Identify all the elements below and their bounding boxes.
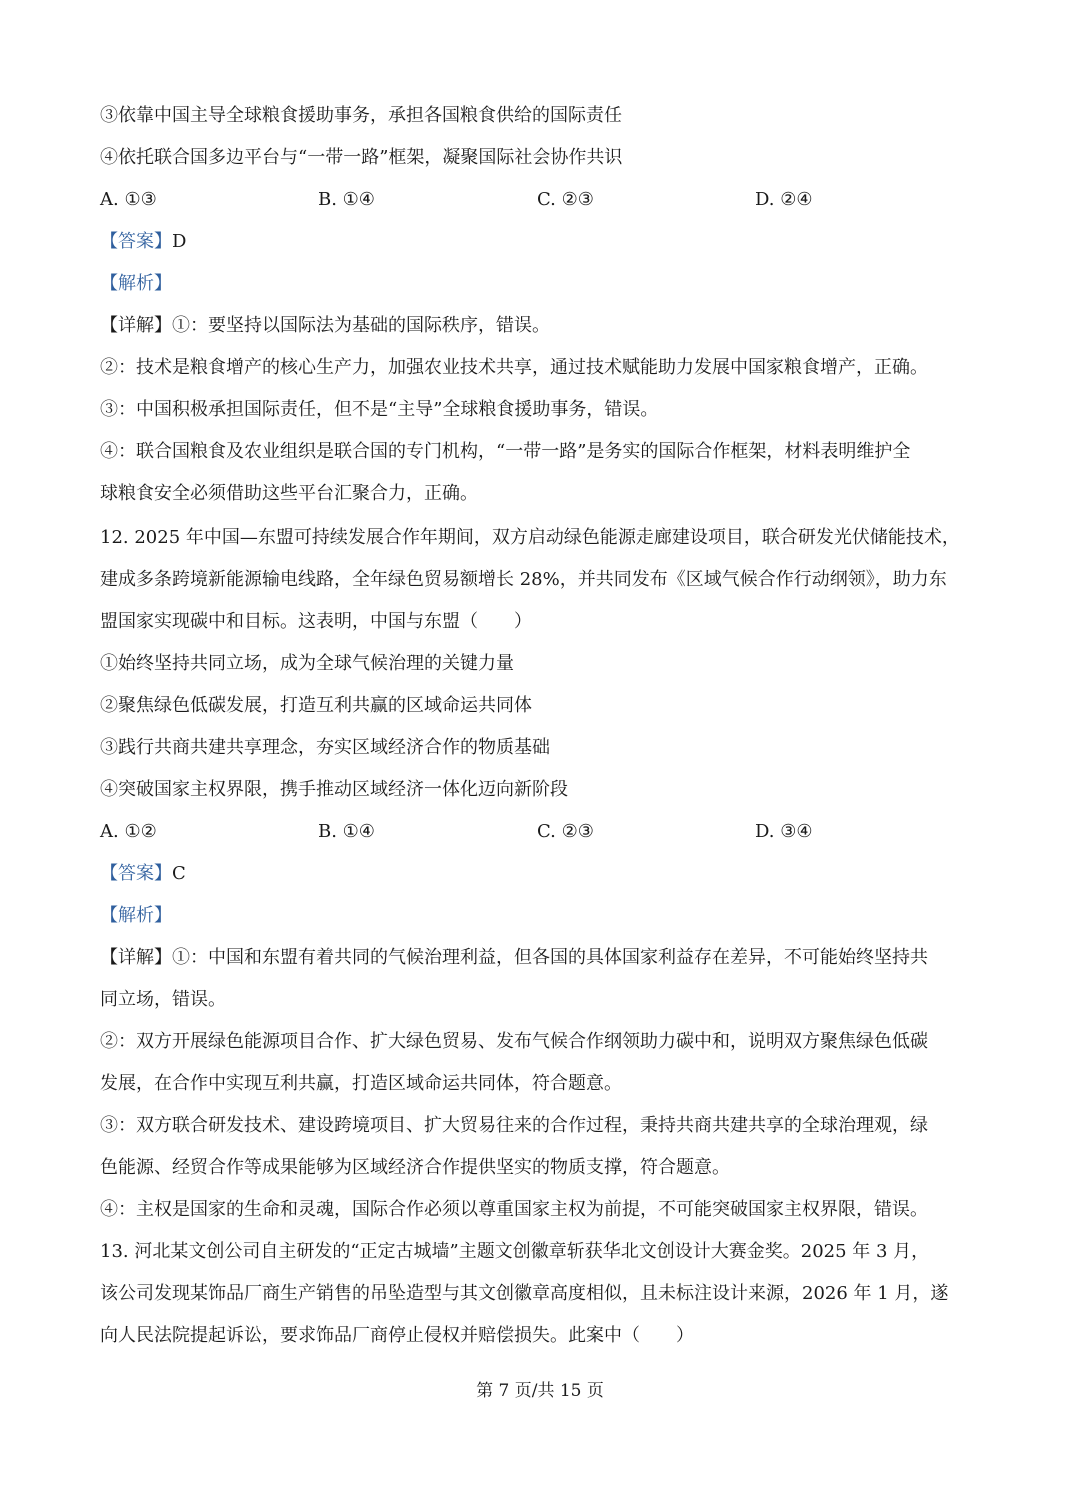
detail-tag: 【详解】: [100, 315, 172, 336]
detail-tag: 【详解】: [100, 947, 172, 968]
q12-detail-2-cont: 发展，在合作中实现互利共赢，打造区域命运共同体，符合题意。: [100, 1073, 622, 1094]
q11-detail-4-cont: 球粮食安全必须借助这些平台汇聚合力，正确。: [100, 483, 478, 504]
q11-detail-text-1: ①：要坚持以国际法为基础的国际秩序，错误。: [172, 315, 550, 336]
q13-stem-1: 13. 河北某文创公司自主研发的“正定古城墙”主题文创徽章斩获华北文创设计大赛金奖。2025 年 3 月，: [100, 1241, 930, 1262]
q12-stem-2: 建成多条跨境新能源输电线路，全年绿色贸易额增长 28%，并共同发布《区域气候合作行动纲领》，助力东: [100, 569, 947, 590]
q12-choice-a: A. ①②: [100, 821, 157, 842]
q11-detail-2: ②：技术是粮食增产的核心生产力，加强农业技术共享，通过技术赋能助力发展中国家粮食增产，正确。: [100, 357, 928, 378]
q12-detail-text-1: ①：中国和东盟有着共同的气候治理利益，但各国的具体国家利益存在差异，不可能始终坚持共: [172, 947, 928, 968]
q12-detail-4: ④：主权是国家的生命和灵魂，国际合作必须以尊重国家主权为前提，不可能突破国家主权界限，错误。: [100, 1199, 928, 1220]
q12-item-2: ②聚焦绿色低碳发展，打造互利共赢的区域命运共同体: [100, 695, 532, 716]
answer-tag: 【答案】: [100, 231, 172, 252]
q12-choice-b: B. ①④: [318, 821, 375, 842]
q12-choice-d: D. ③④: [755, 821, 813, 842]
q11-choice-d: D. ②④: [755, 189, 813, 210]
q13-stem-2: 该公司发现某饰品厂商生产销售的吊坠造型与其文创徽章高度相似，且未标注设计来源，2026 年 1 月，遂: [100, 1283, 949, 1304]
q13-stem-3: 向人民法院提起诉讼，要求饰品厂商停止侵权并赔偿损失。此案中（ ）: [100, 1325, 694, 1346]
q11-detail-4: ④：联合国粮食及农业组织是联合国的专门机构，“一带一路”是务实的国际合作框架，材料表明维护全: [100, 441, 911, 462]
q11-option-item-3: ③依靠中国主导全球粮食援助事务，承担各国粮食供给的国际责任: [100, 105, 622, 126]
analysis-tag: 【解析】: [100, 273, 172, 294]
q11-detail-1: [100, 314, 550, 338]
answer-tag: 【答案】: [100, 863, 172, 884]
analysis-tag: 【解析】: [100, 905, 172, 926]
q12-analysis-heading: [100, 904, 172, 928]
q12-item-3: ③践行共商共建共享理念，夯实区域经济合作的物质基础: [100, 737, 550, 758]
q12-detail-1-cont: 同立场，错误。: [100, 989, 226, 1010]
q12-detail-1: [100, 946, 928, 970]
page-footer: 第 7 页/共 15 页: [476, 1381, 604, 1401]
q11-detail-3: ③：中国积极承担国际责任，但不是“主导”全球粮食援助事务，错误。: [100, 399, 659, 420]
q11-choice-a: A. ①③: [100, 189, 157, 210]
q11-analysis-heading: [100, 272, 172, 296]
q11-option-item-4: ④依托联合国多边平台与“一带一路”框架，凝聚国际社会协作共识: [100, 147, 623, 168]
q12-detail-3: ③：双方联合研发技术、建设跨境项目、扩大贸易往来的合作过程，秉持共商共建共享的全球治理观，绿: [100, 1115, 928, 1136]
q12-stem-1: 12. 2025 年中国—东盟可持续发展合作年期间，双方启动绿色能源走廊建设项目，联合研发光伏储能技术，: [100, 527, 960, 548]
q11-choice-b: B. ①④: [318, 189, 375, 210]
q12-item-4: ④突破国家主权界限，携手推动区域经济一体化迈向新阶段: [100, 779, 568, 800]
q12-stem-3: 盟国家实现碳中和目标。这表明，中国与东盟（ ）: [100, 611, 532, 632]
q12-detail-3-cont: 色能源、经贸合作等成果能够为区域经济合作提供坚实的物质支撑，符合题意。: [100, 1157, 730, 1178]
q12-choice-c: C. ②③: [537, 821, 594, 842]
q12-detail-2: ②：双方开展绿色能源项目合作、扩大绿色贸易、发布气候合作纲领助力碳中和，说明双方聚焦绿色低碳: [100, 1031, 928, 1052]
q11-answer-value: D: [172, 231, 187, 252]
q12-answer: [100, 862, 186, 886]
q11-choice-c: C. ②③: [537, 189, 594, 210]
q12-answer-value: C: [172, 863, 186, 884]
q11-answer: [100, 230, 186, 254]
q12-item-1: ①始终坚持共同立场，成为全球气候治理的关键力量: [100, 653, 514, 674]
